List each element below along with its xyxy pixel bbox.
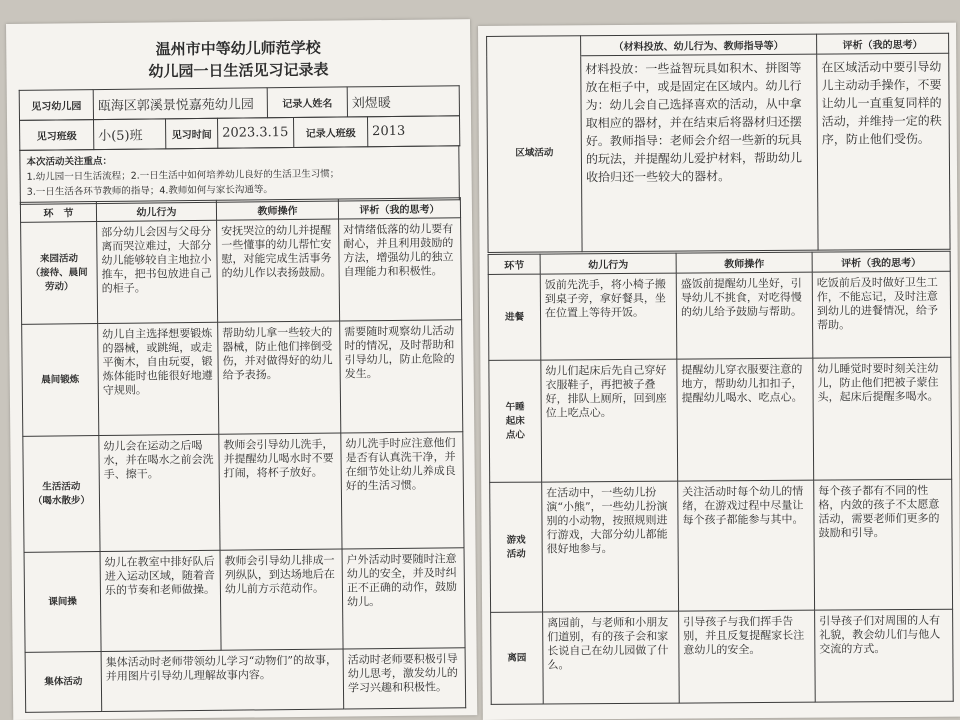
header-teacher: 教师操作 bbox=[216, 199, 338, 220]
section-label: 游戏 活动 bbox=[490, 482, 543, 612]
header-comment: 评析（我的思考） bbox=[338, 198, 460, 219]
child-behavior: 离园前，与老师和小朋友们道别，有的孩子会和家长说自己在幼儿园做了什么。 bbox=[543, 611, 680, 704]
comment: 幼儿洗手时应注意他们是否有认真洗干净，并在细节处让幼儿养成良好的生活习惯。 bbox=[341, 432, 464, 549]
focus-heading: 本次活动关注重点： bbox=[26, 155, 113, 168]
time-value: 2023.3.15 bbox=[217, 117, 293, 148]
comment: 活动时老师要积极引导幼儿思考，激发幼儿的学习兴趣和积极性。 bbox=[343, 648, 466, 709]
child-behavior: 饭前先洗手，将小椅子搬到桌子旁，拿好餐具，坐在位置上等待开饭。 bbox=[540, 273, 677, 360]
section-label: 离园 bbox=[491, 612, 544, 704]
child-behavior: 幼儿会在运动之后喝水，并在喝水之前会洗手、擦干。 bbox=[99, 434, 220, 551]
time-label: 见习时间 bbox=[166, 118, 218, 149]
comment: 每个孩子都有不同的性格，内敛的孩子不太愿意活动，需要老师们更多的鼓励和引导。 bbox=[814, 479, 953, 610]
class-label: 见习班级 bbox=[20, 120, 94, 151]
area-label: 区域活动 bbox=[487, 56, 582, 253]
section-label: 集体活动 bbox=[25, 652, 102, 713]
header-comment: 评析（我的思考） bbox=[812, 251, 950, 272]
child-behavior: 集体活动时老师带领幼儿学习“动物们”的故事，并用图片引导幼儿理解故事内容。 bbox=[101, 649, 344, 712]
table-row bbox=[22, 320, 463, 437]
section-label: 午睡 起床 点心 bbox=[489, 360, 542, 482]
recorder-name-label: 记录人姓名 bbox=[267, 87, 347, 118]
focus-line-2: 3.一日生活各环节教师的指导；4.教师如何与家长沟通等。 bbox=[26, 184, 273, 198]
child-behavior: 幼儿们起床后先自己穿好衣服鞋子，再把被子叠好，排队上厕所，回到座位上吃点心。 bbox=[541, 359, 678, 482]
area-header-comment: 评析（我的思考） bbox=[817, 33, 949, 54]
header-child: 幼儿行为 bbox=[540, 253, 676, 274]
table-row bbox=[25, 648, 466, 713]
header-child: 幼儿行为 bbox=[96, 200, 216, 221]
header-section: 环 节 bbox=[20, 202, 96, 223]
table-row bbox=[21, 218, 462, 325]
comment: 对情绪低落的幼儿要有耐心，并且利用鼓励的方法，增强幼儿的独立自理能力和积极性。 bbox=[339, 218, 462, 321]
school-title: 温州市中等幼儿师范学校 bbox=[155, 38, 321, 59]
recorder-class-value: 2013 bbox=[367, 116, 459, 147]
area-content: 材料投放：一些益智玩具如积木、拼图等放在柜子中，或是固定在区域内。幼儿行为：幼儿会自己选择喜欢的活动，从中拿取相应的器材，并在结束后将器材归还摆好。教师指导：老师会介绍一些新的玩具的玩法，并提醒幼儿爱护材料，帮助幼儿收拾归还一些较大的器材。 bbox=[581, 54, 818, 252]
area-table bbox=[486, 33, 951, 253]
area-comment: 在区域活动中要引导幼儿主动动手操作，不要让幼儿一直重复同样的活动，并维持一定的秩序，防止他们受伤。 bbox=[817, 53, 950, 250]
teacher-operation: 教师会引导幼儿排成一列纵队，到达场地后在幼儿前方示范动作。 bbox=[220, 549, 343, 650]
section-label: 晨间锻炼 bbox=[22, 324, 99, 437]
right-record-sheet bbox=[478, 23, 960, 720]
teacher-operation: 引导孩子与我们挥手告别，并且反复提醒家长注意幼儿的安全。 bbox=[679, 610, 816, 703]
recorder-class-label: 记录人班级 bbox=[293, 117, 367, 148]
header-section: 环节 bbox=[488, 254, 540, 274]
table-row bbox=[24, 548, 465, 653]
focus-table bbox=[19, 145, 460, 205]
kindergarten-label: 见习幼儿园 bbox=[19, 90, 93, 121]
table-row bbox=[487, 53, 950, 252]
focus-box bbox=[20, 146, 460, 205]
section-label: 生活活动 （喝水散步） bbox=[23, 436, 100, 553]
comment: 吃饭前后及时做好卫生工作，不能忘记，及时注意到幼儿的进餐情况，给予帮助。 bbox=[812, 271, 951, 358]
teacher-operation: 教师会引导幼儿洗手，并提醒幼儿喝水时不要打闹，将杯子放好。 bbox=[219, 433, 342, 550]
child-behavior: 部分幼儿会因与父母分离而哭泣难过，大部分幼儿能够较自主地拉小推车，把书包放进自己的柜子。 bbox=[97, 220, 218, 323]
comment: 户外活动时要随时注意幼儿的安全，并及时纠正不正确的动作，鼓励幼儿。 bbox=[342, 548, 465, 649]
class-value: 小(5)班 bbox=[94, 119, 166, 150]
routine-table bbox=[488, 251, 954, 705]
teacher-operation: 提醒幼儿穿衣服要注意的地方，帮助幼儿扣扣子，提醒幼儿喝水、吃点心。 bbox=[677, 358, 814, 481]
table-row bbox=[23, 432, 464, 553]
teacher-operation: 安抚哭泣的幼儿并提醒一些懂事的幼儿帮忙安慰，对能完成生活事务的幼儿作以表扬鼓励。 bbox=[217, 219, 340, 322]
focus-line-1: 1.幼儿园一日生活流程；2.一日生活中如何培养幼儿良好的生活卫生习惯； bbox=[26, 168, 340, 183]
form-title: 幼儿园一日生活见习记录表 bbox=[148, 60, 329, 81]
teacher-operation: 关注活动时每个幼儿的情绪，在游戏过程中尽量让每个孩子都能参与其中。 bbox=[678, 480, 815, 611]
activity-table bbox=[20, 197, 466, 713]
left-record-sheet bbox=[6, 19, 477, 720]
comment: 需要随时观察幼儿活动时的情况，及时帮助和引导幼儿，防止危险的发生。 bbox=[340, 320, 463, 433]
area-header-content: （材料投放、幼儿行为、教师指导等） bbox=[581, 34, 817, 56]
comment: 引导孩子们对周围的人有礼貌，教会幼儿们与他人交流的方式。 bbox=[815, 609, 954, 702]
table-row bbox=[489, 357, 952, 482]
recorder-name-value: 刘煜暖 bbox=[347, 86, 459, 117]
table-row bbox=[488, 271, 951, 360]
child-behavior: 幼儿在教室中排好队后进入运动区域，随着音乐的节奏和老师做操。 bbox=[100, 550, 221, 651]
comment: 幼儿睡觉时要时刻关注幼儿，防止他们把被子蒙住头，起床后提醒多喝水。 bbox=[813, 357, 952, 480]
teacher-operation: 帮助幼儿拿一些较大的器械，防止他们摔倒受伤，并对做得好的幼儿给予表扬。 bbox=[218, 321, 341, 434]
table-row bbox=[490, 479, 953, 612]
child-behavior: 在活动中，一些幼儿扮演“小熊”，一些幼儿扮演别的小动物，按照规则进行游戏，大部分幼儿都能很好地参与。 bbox=[542, 481, 679, 612]
teacher-operation: 盛饭前提醒幼儿坐好，引导幼儿不挑食，对吃得慢的幼儿给予鼓励与帮助。 bbox=[676, 272, 813, 359]
kindergarten-value: 瓯海区郭溪景悦嘉苑幼儿园 bbox=[93, 88, 267, 120]
section-label: 来园活动 （接待、晨间 劳动） bbox=[21, 222, 98, 325]
section-label: 进餐 bbox=[488, 274, 541, 360]
section-label: 课间操 bbox=[24, 552, 101, 653]
header-teacher: 教师操作 bbox=[676, 252, 812, 273]
table-row bbox=[491, 609, 954, 704]
child-behavior: 幼儿自主选择想要锻炼的器械，或跳绳，或走平衡木，自由玩耍，锻炼体能时也能很好地遵守规则。 bbox=[98, 322, 219, 435]
